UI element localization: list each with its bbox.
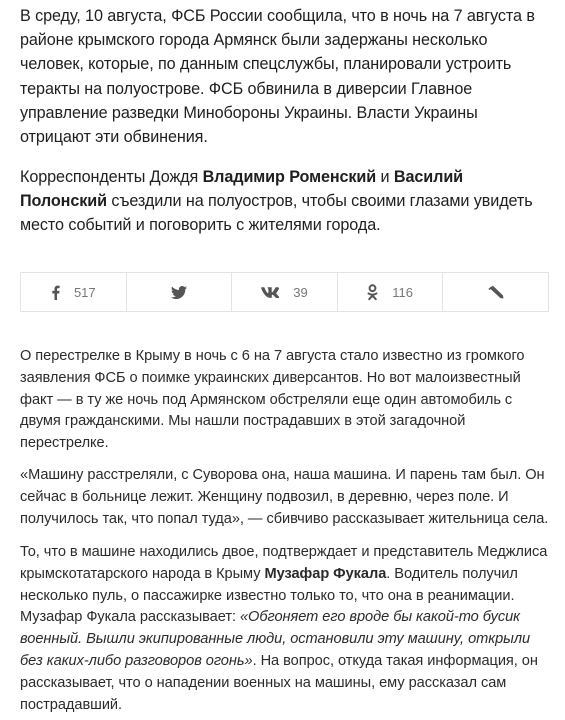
share-bar: [20, 272, 549, 312]
correspondent-name-2: Василий Полонский: [20, 168, 464, 211]
share-edit-button[interactable]: [443, 273, 548, 311]
share-facebook-button[interactable]: [21, 273, 127, 311]
paragraph-text: Корреспонденты Дождя: [20, 168, 203, 186]
share-twitter-button[interactable]: [127, 273, 233, 311]
pencil-icon: [488, 285, 504, 299]
lead-paragraph-1: В среду, 10 августа, ФСБ России сообщила, что в ночь на 7 августа в районе крымского города Армянск были задержаны несколько человек, которые, по данным спецслужбы, планировали устроить теракты на полуострове. ФСБ обвинила в диверсии Главное управление разведки Минобороны Украины. Власти Украины отрицают эти обвинения.: [20, 7, 535, 147]
share-count-odnoklassniki: 116: [392, 284, 413, 300]
paragraph-text: съездили на полуостров, чтобы своими глазами увидеть место событий и поговорить с жителями города.: [20, 192, 533, 235]
vk-icon: [261, 287, 279, 298]
paragraph-text: . На вопрос, откуда такая информация, он рассказывает, что о нападении военных на машины, ему рассказал сам пострадавший.: [20, 652, 538, 713]
facebook-icon: [51, 285, 60, 300]
body-paragraph-2: «Машину расстреляли, с Суворова она, наша машина. И парень там был. Он сейчас в больнице лежит. Женщину подвозил, в деревню, через поле. И получилось так, что попал туда», — сбивчиво рассказывает жительница села.: [20, 467, 549, 527]
correspondent-name-1: Владимир Роменский: [202, 168, 377, 186]
person-name: Музафар Фукала: [264, 565, 387, 582]
paragraph-text: То, что в машине находились двое, подтверждает и представитель Меджлиса крымскотатарского народа в Крыму: [20, 544, 548, 582]
body-paragraph-1: О перестрелке в Крыму в ночь с 6 на 7 августа стало известно из громкого заявления ФСБ о поимке украинских диверсантов. Но вот малоизвестный факт — в ту же ночь под Армянском обстреляли еще один автомобиль с двумя гражданскими. Мы нашли пострадавших в этой загадочной перестрелке.: [20, 348, 525, 452]
quote-text: «Обгоняет его вроде бы какой-то бусик военный. Вышли экипированные люди, остановили эту машину, открыли без каких-либо разговоров огонь»: [20, 609, 531, 669]
paragraph-text: . Водитель получил несколько пуль, о пассажирке известно только то, что она в реанимации. Музафар Фукала рассказывает:: [20, 565, 518, 626]
share-count-facebook: 517: [73, 284, 96, 300]
odnoklassniki-icon: [367, 284, 378, 301]
lead-paragraph-2: [20, 165, 550, 238]
paragraph-text: и: [376, 168, 394, 186]
twitter-icon: [171, 286, 187, 299]
share-vk-button[interactable]: [232, 273, 338, 311]
share-odnoklassniki-button[interactable]: [338, 273, 444, 311]
share-count-vk: 39: [293, 284, 308, 300]
body-paragraph-3: [20, 542, 550, 716]
